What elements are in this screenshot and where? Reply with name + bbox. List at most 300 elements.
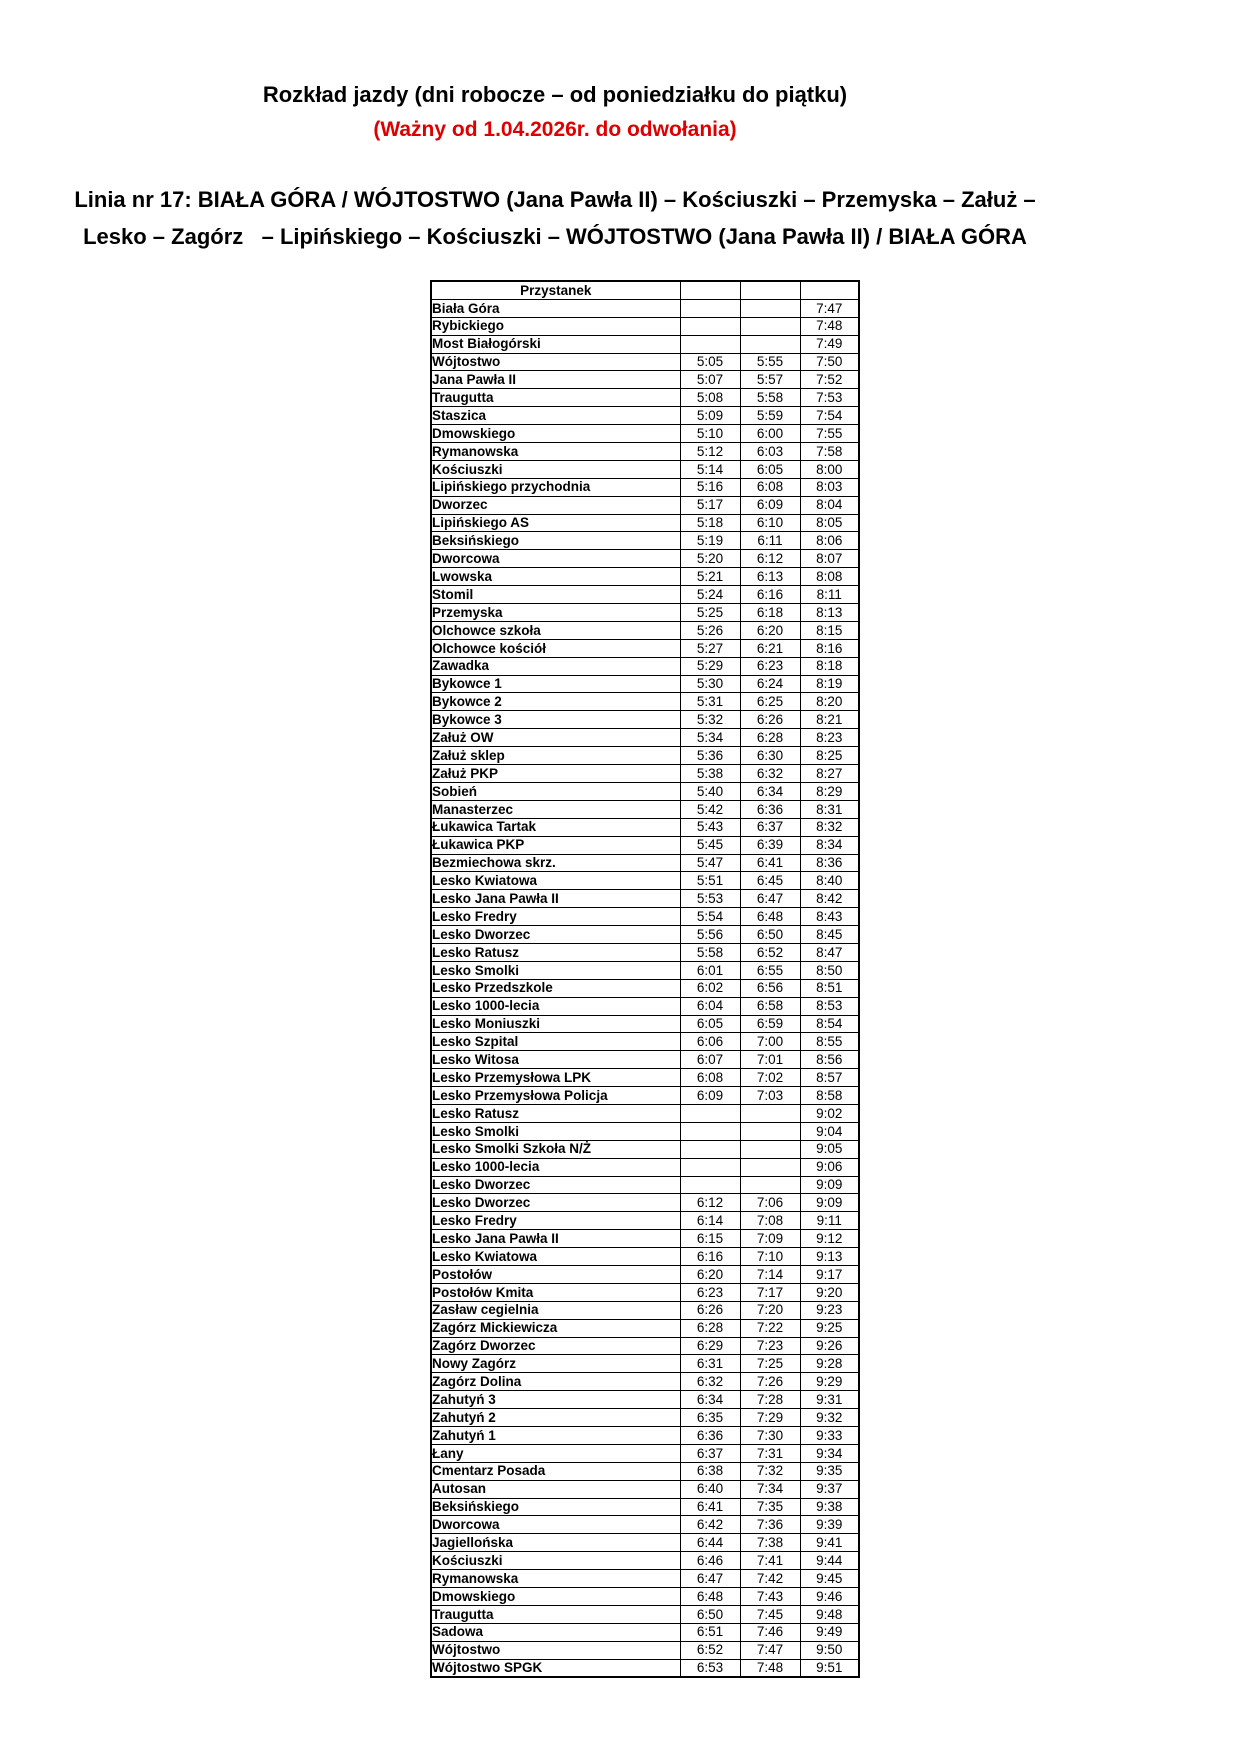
time-cell: 9:17 — [800, 1265, 859, 1283]
stop-name-cell: Lipińskiego przychodnia — [431, 478, 680, 496]
time-cell: 7:08 — [740, 1212, 800, 1230]
time-cell: 6:42 — [680, 1516, 740, 1534]
time-cell: 8:21 — [800, 711, 859, 729]
stop-name-cell: Sadowa — [431, 1623, 680, 1641]
timetable-row — [431, 407, 859, 425]
time-cell: 9:28 — [800, 1355, 859, 1373]
time-cell — [680, 1122, 740, 1140]
time-cell: 9:51 — [800, 1659, 859, 1677]
stop-name-cell: Olchowce kościół — [431, 639, 680, 657]
stop-name-cell: Zagórz Dolina — [431, 1373, 680, 1391]
line-description-line1: Linia nr 17: BIAŁA GÓRA / WÓJTOSTWO (Jana Pawła II) – Kościuszki – Przemyska – Załuż – — [74, 187, 1036, 212]
time-cell: 7:34 — [740, 1480, 800, 1498]
time-cell: 6:21 — [740, 639, 800, 657]
time-cell: 8:04 — [800, 496, 859, 514]
timetable-row — [431, 389, 859, 407]
time-cell: 5:30 — [680, 675, 740, 693]
timetable-row — [431, 711, 859, 729]
time-cell: 8:06 — [800, 532, 859, 550]
time-cell: 7:30 — [740, 1427, 800, 1445]
document-title: Rozkład jazdy (dni robocze – od poniedziałku do piątku) — [262, 82, 848, 107]
stop-name-cell: Jana Pawła II — [431, 371, 680, 389]
time-cell: 8:20 — [800, 693, 859, 711]
time-cell: 5:58 — [740, 389, 800, 407]
time-cell: 9:23 — [800, 1301, 859, 1319]
time-cell: 8:42 — [800, 890, 859, 908]
time-cell: 8:40 — [800, 872, 859, 890]
time-cell: 9:04 — [800, 1122, 859, 1140]
time-cell: 6:39 — [740, 836, 800, 854]
timetable-row — [431, 997, 859, 1015]
time-cell: 8:11 — [800, 586, 859, 604]
time-cell: 7:31 — [740, 1444, 800, 1462]
time-cell: 8:18 — [800, 657, 859, 675]
time-cell: 8:51 — [800, 979, 859, 997]
stop-name-cell: Załuż OW — [431, 729, 680, 747]
time-cell: 8:31 — [800, 800, 859, 818]
time-cell: 9:31 — [800, 1391, 859, 1409]
time-cell — [740, 1140, 800, 1158]
stop-name-cell: Lesko Dworzec — [431, 1194, 680, 1212]
stop-name-cell: Postołów Kmita — [431, 1283, 680, 1301]
time-cell: 9:37 — [800, 1480, 859, 1498]
time-cell: 5:29 — [680, 657, 740, 675]
timetable-row — [431, 818, 859, 836]
stop-name-cell: Lesko Przedszkole — [431, 979, 680, 997]
time-cell: 6:50 — [740, 926, 800, 944]
time-cell: 6:03 — [740, 443, 800, 461]
time-cell: 9:02 — [800, 1104, 859, 1122]
timetable-row — [431, 460, 859, 478]
stop-name-cell: Bykowce 1 — [431, 675, 680, 693]
time-cell: 6:08 — [680, 1069, 740, 1087]
time-cell: 6:02 — [680, 979, 740, 997]
timetable-row — [431, 478, 859, 496]
time-cell — [740, 335, 800, 353]
time-cell: 6:06 — [680, 1033, 740, 1051]
stop-name-cell: Postołów — [431, 1265, 680, 1283]
timetable-row — [431, 1015, 859, 1033]
stop-name-cell: Lesko Przemysłowa LPK — [431, 1069, 680, 1087]
stop-name-cell: Traugutta — [431, 1605, 680, 1623]
time-cell: 8:08 — [800, 568, 859, 586]
stop-name-cell: Lesko 1000-lecia — [431, 1158, 680, 1176]
time-cell: 6:16 — [740, 586, 800, 604]
time-cell: 5:10 — [680, 425, 740, 443]
time-cell: 8:45 — [800, 926, 859, 944]
time-cell: 9:49 — [800, 1623, 859, 1641]
timetable-row — [431, 1104, 859, 1122]
time-cell: 8:50 — [800, 961, 859, 979]
time-cell: 6:52 — [740, 943, 800, 961]
time-cell: 6:09 — [740, 496, 800, 514]
timetable-row — [431, 335, 859, 353]
time-cell: 6:20 — [740, 621, 800, 639]
time-cell: 7:53 — [800, 389, 859, 407]
timetable-row — [431, 872, 859, 890]
time-cell — [740, 299, 800, 317]
time-cell: 8:34 — [800, 836, 859, 854]
validity-note: (Ważny od 1.04.2026r. do odwołania) — [373, 118, 737, 141]
time-cell: 7:38 — [740, 1534, 800, 1552]
time-cell: 7:54 — [800, 407, 859, 425]
timetable-row — [431, 1122, 859, 1140]
time-cell: 5:58 — [680, 943, 740, 961]
time-cell: 5:21 — [680, 568, 740, 586]
stop-name-cell: Olchowce szkoła — [431, 621, 680, 639]
time-cell: 7:52 — [800, 371, 859, 389]
time-cell: 5:59 — [740, 407, 800, 425]
stop-name-cell: Autosan — [431, 1480, 680, 1498]
time-cell: 6:50 — [680, 1605, 740, 1623]
time-cell: 6:47 — [740, 890, 800, 908]
stop-name-cell: Lesko Dworzec — [431, 1176, 680, 1194]
timetable-row — [431, 836, 859, 854]
stop-name-cell: Rybickiego — [431, 317, 680, 335]
time-cell: 6:05 — [680, 1015, 740, 1033]
time-cell: 5:34 — [680, 729, 740, 747]
stop-name-cell: Łany — [431, 1444, 680, 1462]
time-cell: 5:55 — [740, 353, 800, 371]
stop-name-cell: Lesko Kwiatowa — [431, 872, 680, 890]
timetable-row — [431, 1319, 859, 1337]
stop-name-cell: Lipińskiego AS — [431, 514, 680, 532]
time-cell: 6:37 — [680, 1444, 740, 1462]
stop-name-cell: Traugutta — [431, 389, 680, 407]
stop-name-cell: Bykowce 3 — [431, 711, 680, 729]
time-cell: 7:00 — [740, 1033, 800, 1051]
timetable-row — [431, 961, 859, 979]
time-cell: 5:57 — [740, 371, 800, 389]
time-cell: 6:09 — [680, 1087, 740, 1105]
time-cell: 7:49 — [800, 335, 859, 353]
stop-name-cell: Kościuszki — [431, 1552, 680, 1570]
time-cell: 6:08 — [740, 478, 800, 496]
time-cell: 9:05 — [800, 1140, 859, 1158]
time-cell: 8:07 — [800, 550, 859, 568]
time-cell: 6:31 — [680, 1355, 740, 1373]
time-cell: 6:53 — [680, 1659, 740, 1677]
time-cell — [740, 1122, 800, 1140]
time-cell: 9:29 — [800, 1373, 859, 1391]
timetable-row — [431, 1659, 859, 1677]
time-cell: 6:36 — [680, 1427, 740, 1445]
stop-name-cell: Beksińskiego — [431, 1498, 680, 1516]
time-cell: 6:59 — [740, 1015, 800, 1033]
time-cell: 8:15 — [800, 621, 859, 639]
time-cell: 8:25 — [800, 747, 859, 765]
time-cell: 5:08 — [680, 389, 740, 407]
time-cell: 6:45 — [740, 872, 800, 890]
time-cell: 8:27 — [800, 765, 859, 783]
time-cell: 6:58 — [740, 997, 800, 1015]
time-cell: 7:41 — [740, 1552, 800, 1570]
stop-name-cell: Załuż sklep — [431, 747, 680, 765]
stop-name-cell: Lesko Dworzec — [431, 926, 680, 944]
time-cell: 6:46 — [680, 1552, 740, 1570]
timetable-row — [431, 1534, 859, 1552]
timetable-row — [431, 586, 859, 604]
time-cell: 6:56 — [740, 979, 800, 997]
timetable-row — [431, 1176, 859, 1194]
time-cell: 9:50 — [800, 1641, 859, 1659]
stop-name-cell: Lwowska — [431, 568, 680, 586]
timetable-row — [431, 532, 859, 550]
time-cell: 5:09 — [680, 407, 740, 425]
stop-name-cell: Zahutyń 2 — [431, 1409, 680, 1427]
time-cell: 5:31 — [680, 693, 740, 711]
time-cell: 6:23 — [680, 1283, 740, 1301]
time-cell: 6:11 — [740, 532, 800, 550]
time-cell: 5:26 — [680, 621, 740, 639]
time-cell: 6:29 — [680, 1337, 740, 1355]
time-cell: 7:20 — [740, 1301, 800, 1319]
time-cell: 5:14 — [680, 460, 740, 478]
time-cell: 7:42 — [740, 1570, 800, 1588]
time-cell: 7:36 — [740, 1516, 800, 1534]
time-cell: 6:30 — [740, 747, 800, 765]
timetable-row — [431, 1641, 859, 1659]
stop-name-cell: Zagórz Dworzec — [431, 1337, 680, 1355]
stop-name-cell: Zagórz Mickiewicza — [431, 1319, 680, 1337]
stop-name-cell: Sobień — [431, 782, 680, 800]
time-cell: 7:47 — [740, 1641, 800, 1659]
timetable-row — [431, 568, 859, 586]
time-cell: 7:09 — [740, 1230, 800, 1248]
timetable-row — [431, 1301, 859, 1319]
time-cell: 8:23 — [800, 729, 859, 747]
timetable-row — [431, 425, 859, 443]
time-cell: 6:37 — [740, 818, 800, 836]
time-cell: 6:01 — [680, 961, 740, 979]
time-cell: 7:26 — [740, 1373, 800, 1391]
timetable-row — [431, 1248, 859, 1266]
timetable-row — [431, 1462, 859, 1480]
time-cell: 6:07 — [680, 1051, 740, 1069]
time-cell: 9:26 — [800, 1337, 859, 1355]
time-cell: 7:55 — [800, 425, 859, 443]
stop-name-cell: Biała Góra — [431, 299, 680, 317]
time-cell: 9:09 — [800, 1176, 859, 1194]
timetable-row — [431, 621, 859, 639]
stop-name-cell: Załuż PKP — [431, 765, 680, 783]
time-cell — [680, 335, 740, 353]
timetable-row — [431, 693, 859, 711]
stop-name-cell: Wójtostwo — [431, 353, 680, 371]
time-cell: 6:52 — [680, 1641, 740, 1659]
time-cell: 6:35 — [680, 1409, 740, 1427]
time-cell: 8:47 — [800, 943, 859, 961]
time-cell: 5:51 — [680, 872, 740, 890]
time-cell: 8:58 — [800, 1087, 859, 1105]
timetable-row — [431, 1391, 859, 1409]
stop-name-cell: Lesko Moniuszki — [431, 1015, 680, 1033]
time-cell: 9:13 — [800, 1248, 859, 1266]
time-cell: 8:43 — [800, 908, 859, 926]
stop-name-cell: Beksińskiego — [431, 532, 680, 550]
time-cell: 6:41 — [680, 1498, 740, 1516]
time-cell: 8:55 — [800, 1033, 859, 1051]
time-cell: 9:46 — [800, 1588, 859, 1606]
stop-name-cell: Lesko Ratusz — [431, 1104, 680, 1122]
time-cell: 7:10 — [740, 1248, 800, 1266]
stop-name-cell: Lesko Smolki — [431, 1122, 680, 1140]
time-cell: 9:33 — [800, 1427, 859, 1445]
timetable-row — [431, 854, 859, 872]
timetable-row — [431, 943, 859, 961]
timetable-row — [431, 782, 859, 800]
timetable-row — [431, 747, 859, 765]
time-cell: 5:54 — [680, 908, 740, 926]
time-cell: 8:13 — [800, 604, 859, 622]
stop-name-cell: Lesko Przemysłowa Policja — [431, 1087, 680, 1105]
time-cell — [680, 299, 740, 317]
time-cell: 7:03 — [740, 1087, 800, 1105]
timetable-row — [431, 1427, 859, 1445]
time-cell — [680, 1104, 740, 1122]
stop-name-cell: Zawadka — [431, 657, 680, 675]
time-cell: 6:24 — [740, 675, 800, 693]
time-cell: 6:00 — [740, 425, 800, 443]
timetable-row — [431, 1069, 859, 1087]
time-cell: 5:47 — [680, 854, 740, 872]
time-cell: 6:48 — [680, 1588, 740, 1606]
timetable-row — [431, 496, 859, 514]
time-cell: 5:38 — [680, 765, 740, 783]
time-cell: 6:16 — [680, 1248, 740, 1266]
time-cell: 7:29 — [740, 1409, 800, 1427]
timetable-row — [431, 1212, 859, 1230]
stop-name-cell: Lesko Witosa — [431, 1051, 680, 1069]
timetable-row — [431, 639, 859, 657]
time-cell: 6:34 — [740, 782, 800, 800]
timetable-row — [431, 353, 859, 371]
time-cell: 5:36 — [680, 747, 740, 765]
time-cell: 9:38 — [800, 1498, 859, 1516]
time-cell: 7:22 — [740, 1319, 800, 1337]
time-cell: 6:23 — [740, 657, 800, 675]
timetable-row — [431, 908, 859, 926]
time-cell: 7:43 — [740, 1588, 800, 1606]
time-cell: 6:15 — [680, 1230, 740, 1248]
time-cell: 5:18 — [680, 514, 740, 532]
stop-name-cell: Łukawica Tartak — [431, 818, 680, 836]
time-cell: 5:53 — [680, 890, 740, 908]
timetable-row — [431, 1337, 859, 1355]
time-cell: 6:12 — [740, 550, 800, 568]
timetable-body — [431, 299, 859, 1677]
time-cell: 7:48 — [800, 317, 859, 335]
time-column-header-1 — [680, 281, 740, 299]
time-cell: 6:32 — [680, 1373, 740, 1391]
time-cell: 7:02 — [740, 1069, 800, 1087]
time-cell — [740, 1104, 800, 1122]
time-cell: 6:36 — [740, 800, 800, 818]
timetable-row — [431, 1570, 859, 1588]
time-cell: 6:44 — [680, 1534, 740, 1552]
stop-name-cell: Lesko 1000-lecia — [431, 997, 680, 1015]
time-cell: 9:06 — [800, 1158, 859, 1176]
timetable-row — [431, 1158, 859, 1176]
stop-name-cell: Lesko Fredry — [431, 908, 680, 926]
stop-name-cell: Bezmiechowa skrz. — [431, 854, 680, 872]
timetable-row — [431, 1373, 859, 1391]
time-cell: 5:19 — [680, 532, 740, 550]
stop-name-cell: Zahutyń 1 — [431, 1427, 680, 1445]
time-cell: 6:55 — [740, 961, 800, 979]
timetable-row — [431, 550, 859, 568]
time-cell: 6:40 — [680, 1480, 740, 1498]
stop-name-cell: Przemyska — [431, 604, 680, 622]
timetable-row — [431, 1444, 859, 1462]
timetable-row — [431, 1409, 859, 1427]
timetable — [430, 280, 860, 1678]
time-cell: 7:32 — [740, 1462, 800, 1480]
stop-name-cell: Wójtostwo SPGK — [431, 1659, 680, 1677]
timetable-row — [431, 675, 859, 693]
time-cell: 6:28 — [740, 729, 800, 747]
stop-name-cell: Dmowskiego — [431, 1588, 680, 1606]
stop-name-cell: Lesko Jana Pawła II — [431, 890, 680, 908]
time-cell: 5:32 — [680, 711, 740, 729]
time-cell: 9:41 — [800, 1534, 859, 1552]
timetable-row — [431, 1051, 859, 1069]
timetable-row — [431, 1265, 859, 1283]
time-cell — [680, 1158, 740, 1176]
time-cell: 6:04 — [680, 997, 740, 1015]
stop-name-cell: Lesko Kwiatowa — [431, 1248, 680, 1266]
time-cell: 7:17 — [740, 1283, 800, 1301]
stop-name-cell: Staszica — [431, 407, 680, 425]
timetable-row — [431, 371, 859, 389]
time-cell: 9:44 — [800, 1552, 859, 1570]
stop-name-cell: Wójtostwo — [431, 1641, 680, 1659]
timetable-row — [431, 1355, 859, 1373]
timetable-row — [431, 979, 859, 997]
time-cell: 8:03 — [800, 478, 859, 496]
time-cell: 7:06 — [740, 1194, 800, 1212]
timetable-row — [431, 1283, 859, 1301]
time-cell: 9:09 — [800, 1194, 859, 1212]
stop-name-cell: Lesko Smolki — [431, 961, 680, 979]
time-cell: 9:48 — [800, 1605, 859, 1623]
timetable-row — [431, 1623, 859, 1641]
timetable-row — [431, 1605, 859, 1623]
time-cell: 5:42 — [680, 800, 740, 818]
stop-name-cell: Dworcowa — [431, 1516, 680, 1534]
time-cell: 5:45 — [680, 836, 740, 854]
timetable-row — [431, 604, 859, 622]
stop-name-cell: Most Białogórski — [431, 335, 680, 353]
stop-name-cell: Dworzec — [431, 496, 680, 514]
stop-name-cell: Rymanowska — [431, 443, 680, 461]
timetable-header-row — [431, 281, 859, 299]
timetable-row — [431, 1498, 859, 1516]
stop-name-cell: Łukawica PKP — [431, 836, 680, 854]
timetable-row — [431, 1230, 859, 1248]
timetable-row — [431, 729, 859, 747]
timetable-row — [431, 1140, 859, 1158]
stop-name-cell: Dworcowa — [431, 550, 680, 568]
time-cell: 9:12 — [800, 1230, 859, 1248]
time-cell: 7:35 — [740, 1498, 800, 1516]
time-cell: 8:19 — [800, 675, 859, 693]
stop-name-cell: Lesko Jana Pawła II — [431, 1230, 680, 1248]
time-cell: 5:40 — [680, 782, 740, 800]
time-cell: 7:50 — [800, 353, 859, 371]
timetable-row — [431, 443, 859, 461]
time-cell: 9:20 — [800, 1283, 859, 1301]
